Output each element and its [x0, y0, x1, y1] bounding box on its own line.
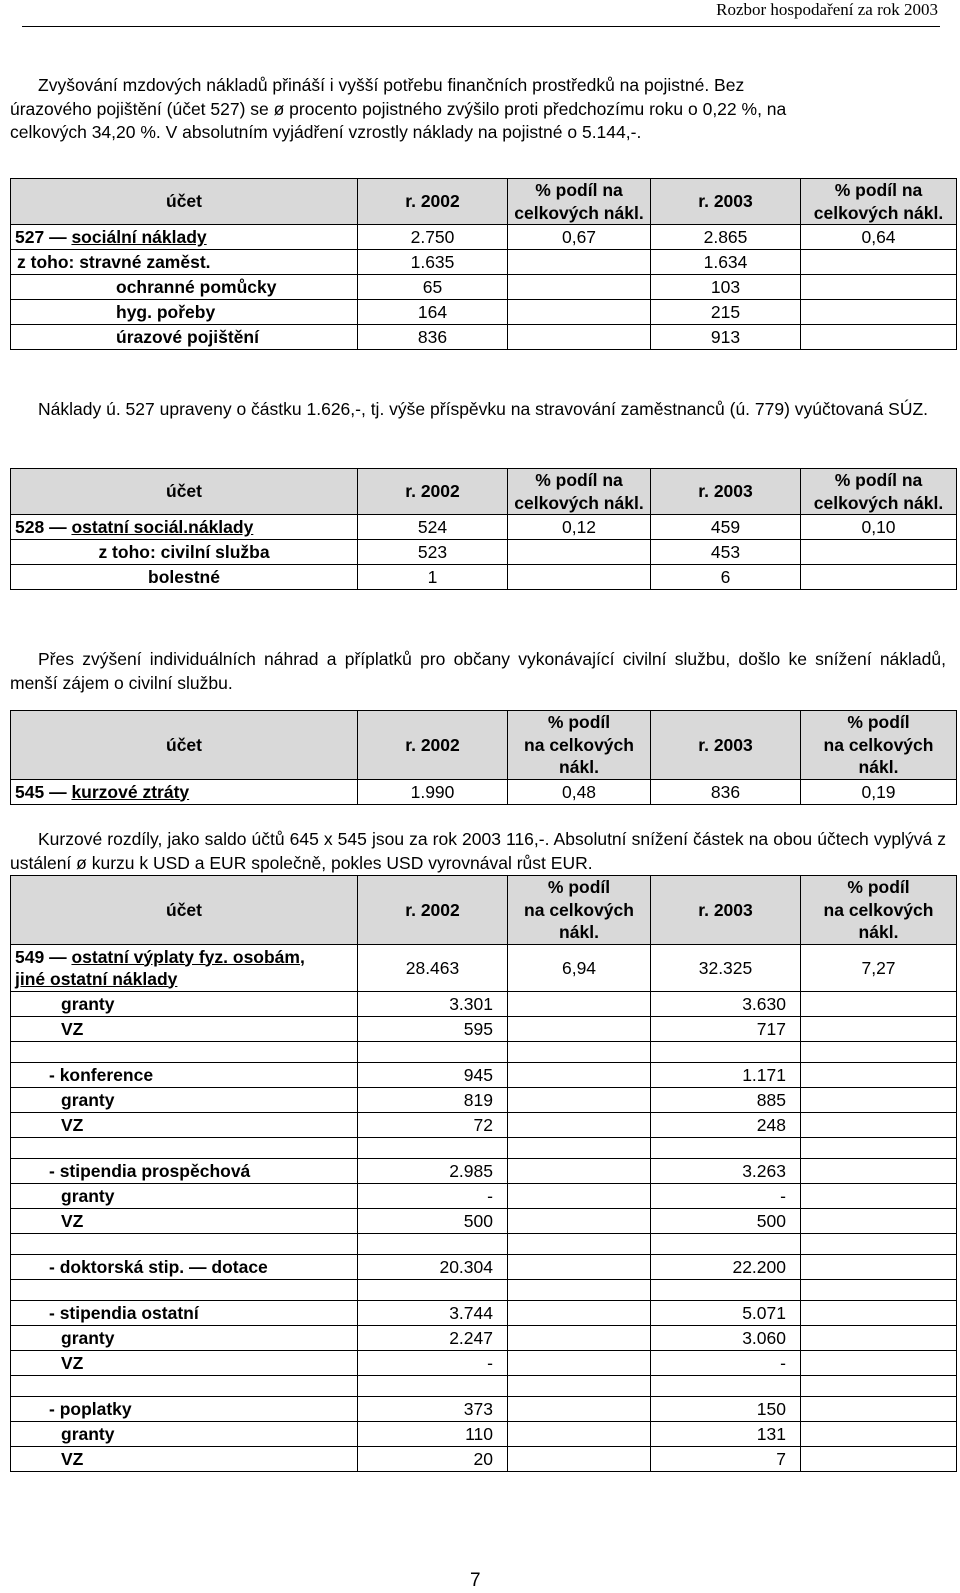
row-label: VZ — [11, 1016, 358, 1041]
value-2002: 3.744 — [358, 1300, 508, 1325]
account-line — [15, 968, 353, 990]
table-row — [11, 225, 957, 250]
row-label: - konference — [11, 1062, 358, 1087]
header-line: na celkových — [524, 899, 634, 920]
value-2003: 7 — [651, 1446, 801, 1471]
row-label: - stipendia ostatní — [11, 1300, 358, 1325]
table-row — [11, 779, 957, 804]
table-549-body — [11, 991, 957, 1471]
paragraph-text: Náklady ú. 527 upraveny o částku 1.626,-, tj. výše příspěvku na stravování zaměstnanců (ú. 779) vyúčtovaná SÚZ. — [38, 399, 929, 419]
header-line: % podíl — [547, 877, 611, 897]
row-label: ochranné pomůcky — [11, 275, 358, 300]
empty-cell — [801, 991, 957, 1016]
value-2002: 819 — [358, 1087, 508, 1112]
paragraph-line: Zvyšování mzdových nákladů přináší i vyšší potřebu finančních prostředků na pojistné. Bez — [38, 75, 745, 95]
value-2002: 20 — [358, 1446, 508, 1471]
account-code: 545 — [15, 781, 45, 802]
empty-cell — [508, 1446, 651, 1471]
empty-cell — [801, 1158, 957, 1183]
empty-cell — [508, 1183, 651, 1208]
table-row — [11, 1158, 957, 1183]
value-2002: 1.990 — [358, 779, 508, 804]
table-row — [11, 944, 957, 991]
paragraph-exchange-rates — [10, 828, 946, 875]
empty-cell — [508, 325, 651, 350]
account-name: sociální náklady — [71, 227, 207, 247]
empty-cell — [801, 300, 957, 325]
row-label: - doktorská stip. — dotace — [11, 1254, 358, 1279]
row-label: úrazové pojištění — [11, 325, 358, 350]
value-2003: 131 — [651, 1421, 801, 1446]
account-code: 549 — [15, 946, 45, 967]
pct-2003: 0,64 — [801, 225, 957, 250]
value-2003: 215 — [651, 300, 801, 325]
row-label: - poplatky — [11, 1396, 358, 1421]
value-2003: 1.634 — [651, 250, 801, 275]
col-header-2002: r. 2002 — [358, 179, 508, 225]
table-header-row — [11, 179, 957, 225]
header-line: nákl. — [559, 757, 599, 777]
table-header-row — [11, 876, 957, 945]
empty-cell — [508, 1300, 651, 1325]
col-header-pct-2003: % podíl na celkových nákl. — [801, 469, 957, 515]
value-2002: 523 — [358, 540, 508, 565]
empty-cell — [508, 1350, 651, 1375]
row-label: z toho: stravné zaměst. — [11, 250, 358, 275]
value-2002: - — [358, 1350, 508, 1375]
table-row — [11, 1112, 957, 1137]
value-2002: 1.635 — [358, 250, 508, 275]
empty-cell — [11, 1041, 358, 1062]
value-2002: 524 — [358, 515, 508, 540]
empty-cell — [508, 1375, 651, 1396]
empty-cell — [11, 1137, 358, 1158]
value-2003: 836 — [651, 779, 801, 804]
empty-cell — [801, 250, 957, 275]
empty-cell — [11, 1233, 358, 1254]
table-row — [11, 1087, 957, 1112]
row-label: VZ — [11, 1112, 358, 1137]
empty-cell — [11, 1279, 358, 1300]
empty-cell — [801, 1350, 957, 1375]
account-cell — [11, 779, 358, 804]
row-label: z toho: civilní služba — [11, 540, 358, 565]
paragraph-text: Kurzové rozdíly, jako saldo účtů 645 x 545 jsou za rok 2003 116,-. Absolutní snížení částek na obou účtech vyplývá z ustálení ø kurzu k USD a EUR společně, pokles USD vyrovnával růst EUR. — [10, 829, 946, 873]
value-2002: 1 — [358, 565, 508, 590]
table-row — [11, 325, 957, 350]
account-cell — [11, 944, 358, 991]
empty-cell — [801, 1112, 957, 1137]
empty-cell — [508, 1158, 651, 1183]
col-header-2002: r. 2002 — [358, 469, 508, 515]
empty-cell — [508, 250, 651, 275]
empty-cell — [508, 1279, 651, 1300]
value-2002: 164 — [358, 300, 508, 325]
row-label: granty — [11, 1087, 358, 1112]
value-2003: 3.263 — [651, 1158, 801, 1183]
empty-cell — [801, 1421, 957, 1446]
value-2003: 453 — [651, 540, 801, 565]
table-header-row — [11, 469, 957, 515]
value-2003: 500 — [651, 1208, 801, 1233]
value-2002: - — [358, 1183, 508, 1208]
empty-cell — [801, 1300, 957, 1325]
value-2003: 6 — [651, 565, 801, 590]
empty-cell — [801, 1446, 957, 1471]
account-cell — [11, 515, 358, 540]
table-row — [11, 515, 957, 540]
empty-cell — [508, 1062, 651, 1087]
table-row — [11, 1325, 957, 1350]
page-header-title: Rozbor hospodaření za rok 2003 — [716, 0, 938, 19]
header-line: nákl. — [858, 922, 899, 942]
dash: — — [49, 781, 67, 802]
header-line: nákl. — [858, 757, 899, 777]
empty-cell — [801, 1233, 957, 1254]
empty-cell — [508, 1016, 651, 1041]
paragraph-527-note — [10, 398, 946, 422]
value-2002: 110 — [358, 1421, 508, 1446]
row-label: granty — [11, 1421, 358, 1446]
empty-cell — [358, 1041, 508, 1062]
table-row — [11, 1208, 957, 1233]
col-header-ucet: účet — [11, 469, 358, 515]
empty-cell — [508, 1137, 651, 1158]
table-527 — [10, 178, 957, 350]
pct-2003: 0,19 — [801, 779, 957, 804]
row-label: granty — [11, 991, 358, 1016]
header-line: na celkových — [524, 734, 634, 755]
account-code: 528 — [15, 517, 45, 537]
value-2002: 65 — [358, 275, 508, 300]
table-row — [11, 991, 957, 1016]
empty-cell — [651, 1041, 801, 1062]
value-2002: 3.301 — [358, 991, 508, 1016]
table-row — [11, 250, 957, 275]
col-header-2002: r. 2002 — [358, 711, 508, 780]
empty-cell — [11, 1375, 358, 1396]
paragraph-text: Přes zvýšení individuálních náhrad a příplatků pro občany vykonávající civilní službu, došlo ke snížení nákladů, menší zájem o civilní službu. — [10, 649, 946, 693]
value-2002: 2.247 — [358, 1325, 508, 1350]
value-2003: 32.325 — [651, 944, 801, 991]
table-549 — [10, 875, 957, 1472]
col-header-ucet: účet — [11, 711, 358, 780]
value-2002: 595 — [358, 1016, 508, 1041]
table-row — [11, 1350, 957, 1375]
value-2002: 20.304 — [358, 1254, 508, 1279]
empty-cell — [801, 1375, 957, 1396]
col-header-pct-2002 — [508, 711, 651, 780]
pct-2003: 7,27 — [801, 944, 957, 991]
table-row — [11, 275, 957, 300]
account-name: kurzové ztráty — [71, 781, 190, 802]
empty-cell — [358, 1279, 508, 1300]
value-2002: 72 — [358, 1112, 508, 1137]
value-2002: 373 — [358, 1396, 508, 1421]
pct-2002: 0,48 — [508, 779, 651, 804]
empty-cell — [801, 1062, 957, 1087]
empty-cell — [801, 565, 957, 590]
row-label: VZ — [11, 1208, 358, 1233]
table-row — [11, 1446, 957, 1471]
account-cell — [11, 225, 358, 250]
empty-cell — [801, 1087, 957, 1112]
empty-cell — [508, 1208, 651, 1233]
empty-cell — [508, 1396, 651, 1421]
header-line: na celkových — [823, 899, 934, 920]
header-line: % podíl — [847, 712, 910, 732]
empty-cell — [651, 1137, 801, 1158]
paragraph-line: celkových 34,20 %. V absolutním vyjádření vzrostly náklady na pojistné o 5.144,-. — [10, 122, 642, 142]
empty-cell — [508, 565, 651, 590]
empty-cell — [801, 1183, 957, 1208]
header-line: na celkových — [823, 734, 934, 755]
value-2003: 717 — [651, 1016, 801, 1041]
table-row — [11, 300, 957, 325]
table-row — [11, 1421, 957, 1446]
col-header-ucet: účet — [11, 876, 358, 945]
account-code: 527 — [15, 227, 45, 247]
col-header-2002: r. 2002 — [358, 876, 508, 945]
pct-2002: 0,12 — [508, 515, 651, 540]
spacer-row — [11, 1279, 957, 1300]
table-row — [11, 540, 957, 565]
row-label: granty — [11, 1325, 358, 1350]
empty-cell — [801, 1325, 957, 1350]
pct-2002: 6,94 — [508, 944, 651, 991]
empty-cell — [358, 1233, 508, 1254]
table-header-row — [11, 711, 957, 780]
value-2002: 2.985 — [358, 1158, 508, 1183]
header-line: % podíl — [847, 877, 910, 897]
empty-cell — [801, 1208, 957, 1233]
row-label: bolestné — [11, 565, 358, 590]
empty-cell — [801, 1016, 957, 1041]
row-label: - stipendia prospěchová — [11, 1158, 358, 1183]
empty-cell — [651, 1279, 801, 1300]
empty-cell — [801, 325, 957, 350]
row-label: VZ — [11, 1446, 358, 1471]
empty-cell — [801, 1041, 957, 1062]
value-2002: 945 — [358, 1062, 508, 1087]
empty-cell — [508, 1087, 651, 1112]
value-2003: 3.060 — [651, 1325, 801, 1350]
spacer-row — [11, 1233, 957, 1254]
table-row — [11, 1300, 957, 1325]
row-label: hyg. pořeby — [11, 300, 358, 325]
col-header-2003: r. 2003 — [651, 711, 801, 780]
value-2002: 28.463 — [358, 944, 508, 991]
value-2003: - — [651, 1350, 801, 1375]
empty-cell — [508, 1112, 651, 1137]
empty-cell — [651, 1375, 801, 1396]
account-line — [15, 946, 353, 968]
value-2003: 913 — [651, 325, 801, 350]
col-header-ucet: účet — [11, 179, 358, 225]
dash: — — [49, 946, 67, 967]
header-line: % podíl — [547, 712, 611, 732]
value-2002: 2.750 — [358, 225, 508, 250]
value-2003: 2.865 — [651, 225, 801, 250]
table-row — [11, 1183, 957, 1208]
row-label: granty — [11, 1183, 358, 1208]
empty-cell — [801, 1254, 957, 1279]
pct-2003: 0,10 — [801, 515, 957, 540]
value-2003: 1.171 — [651, 1062, 801, 1087]
empty-cell — [508, 1421, 651, 1446]
col-header-pct-2003 — [801, 711, 957, 780]
table-row — [11, 1254, 957, 1279]
value-2003: 248 — [651, 1112, 801, 1137]
col-header-pct-2003 — [801, 876, 957, 945]
header-rule — [22, 26, 940, 27]
empty-cell — [358, 1137, 508, 1158]
table-row — [11, 565, 957, 590]
empty-cell — [801, 1137, 957, 1158]
row-label: VZ — [11, 1350, 358, 1375]
col-header-2003: r. 2003 — [651, 876, 801, 945]
account-name: ostatní sociál.náklady — [71, 517, 254, 537]
table-row — [11, 1062, 957, 1087]
empty-cell — [801, 1279, 957, 1300]
col-header-2003: r. 2003 — [651, 179, 801, 225]
empty-cell — [651, 1233, 801, 1254]
value-2003: 22.200 — [651, 1254, 801, 1279]
empty-cell — [508, 1233, 651, 1254]
col-header-pct-2003: % podíl na celkových nákl. — [801, 179, 957, 225]
paragraph-insurance — [10, 74, 946, 145]
spacer-row — [11, 1137, 957, 1158]
spacer-row — [11, 1041, 957, 1062]
dash: — — [49, 517, 67, 537]
empty-cell — [508, 300, 651, 325]
value-2003: 459 — [651, 515, 801, 540]
value-2003: 103 — [651, 275, 801, 300]
paragraph-civil-service — [10, 648, 946, 695]
empty-cell — [358, 1375, 508, 1396]
col-header-pct-2002: % podíl na celkových nákl. — [508, 469, 651, 515]
account-name: ostatní výplaty fyz. osobám, — [71, 946, 305, 967]
value-2003: 150 — [651, 1396, 801, 1421]
col-header-pct-2002: % podíl na celkových nákl. — [508, 179, 651, 225]
paragraph-line: úrazového pojištění (účet 527) se ø procento pojistného zvýšilo proti předchozímu roku o 0,22 %, na — [10, 98, 787, 119]
empty-cell — [508, 275, 651, 300]
value-2003: - — [651, 1183, 801, 1208]
empty-cell — [508, 1325, 651, 1350]
empty-cell — [801, 275, 957, 300]
empty-cell — [801, 540, 957, 565]
table-545 — [10, 710, 957, 805]
empty-cell — [801, 1396, 957, 1421]
page-number: 7 — [470, 1570, 481, 1591]
table-528 — [10, 468, 957, 590]
spacer-row — [11, 1375, 957, 1396]
account-name: jiné ostatní náklady — [15, 968, 178, 989]
table-row — [11, 1396, 957, 1421]
empty-cell — [508, 540, 651, 565]
pct-2002: 0,67 — [508, 225, 651, 250]
value-2002: 836 — [358, 325, 508, 350]
empty-cell — [508, 991, 651, 1016]
value-2003: 885 — [651, 1087, 801, 1112]
empty-cell — [508, 1254, 651, 1279]
dash: — — [49, 227, 67, 247]
header-line: nákl. — [559, 922, 599, 942]
col-header-pct-2002 — [508, 876, 651, 945]
empty-cell — [508, 1041, 651, 1062]
value-2003: 3.630 — [651, 991, 801, 1016]
value-2002: 500 — [358, 1208, 508, 1233]
value-2003: 5.071 — [651, 1300, 801, 1325]
table-row — [11, 1016, 957, 1041]
col-header-2003: r. 2003 — [651, 469, 801, 515]
